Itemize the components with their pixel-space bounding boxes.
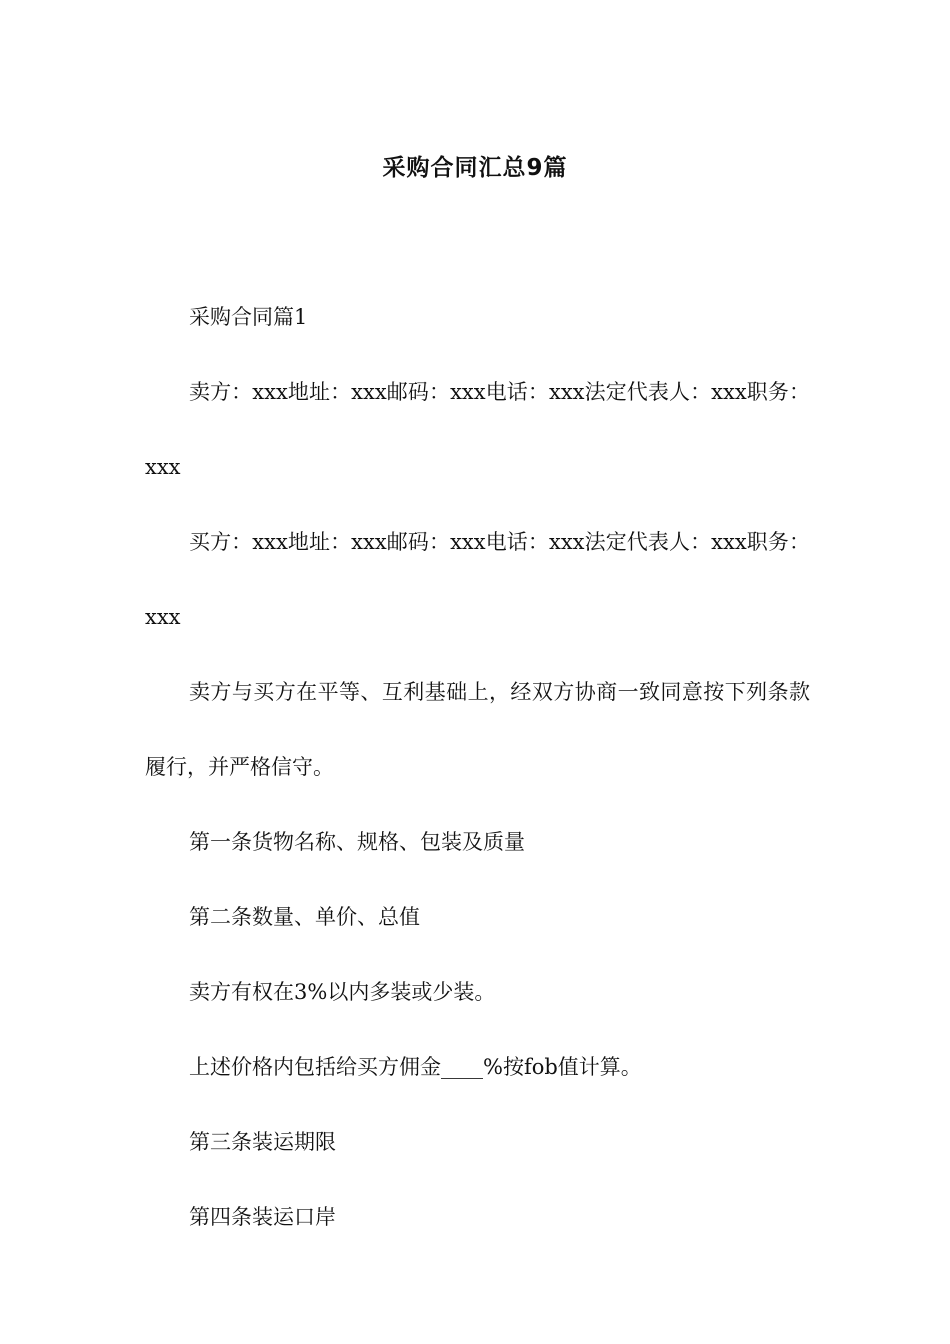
document-body — [145, 280, 810, 1255]
commission-paragraph: 上述价格内包括给买方佣金____%按fob值计算。 — [189, 1055, 642, 1079]
article-2-paragraph: 第二条数量、单价、总值 — [189, 905, 420, 929]
agreement-paragraph: 卖方与买方在平等、互利基础上，经双方协商一致同意按下列条款履行，并严格信守。 — [145, 680, 810, 779]
buyer-info-paragraph: 买方：xxx地址：xxx邮码：xxx电话：xxx法定代表人：xxx职务：xxx — [145, 530, 810, 629]
section-heading: 采购合同篇1 — [189, 305, 308, 329]
article-3-paragraph: 第三条装运期限 — [189, 1130, 336, 1154]
article-4-paragraph: 第四条装运口岸 — [189, 1205, 336, 1229]
document-title: 采购合同汇总9篇 — [382, 155, 568, 181]
seller-info-paragraph: 卖方：xxx地址：xxx邮码：xxx电话：xxx法定代表人：xxx职务：xxx — [145, 380, 810, 479]
tolerance-paragraph: 卖方有权在3%以内多装或少装。 — [189, 980, 496, 1004]
article-1-paragraph: 第一条货物名称、规格、包装及质量 — [189, 830, 525, 854]
